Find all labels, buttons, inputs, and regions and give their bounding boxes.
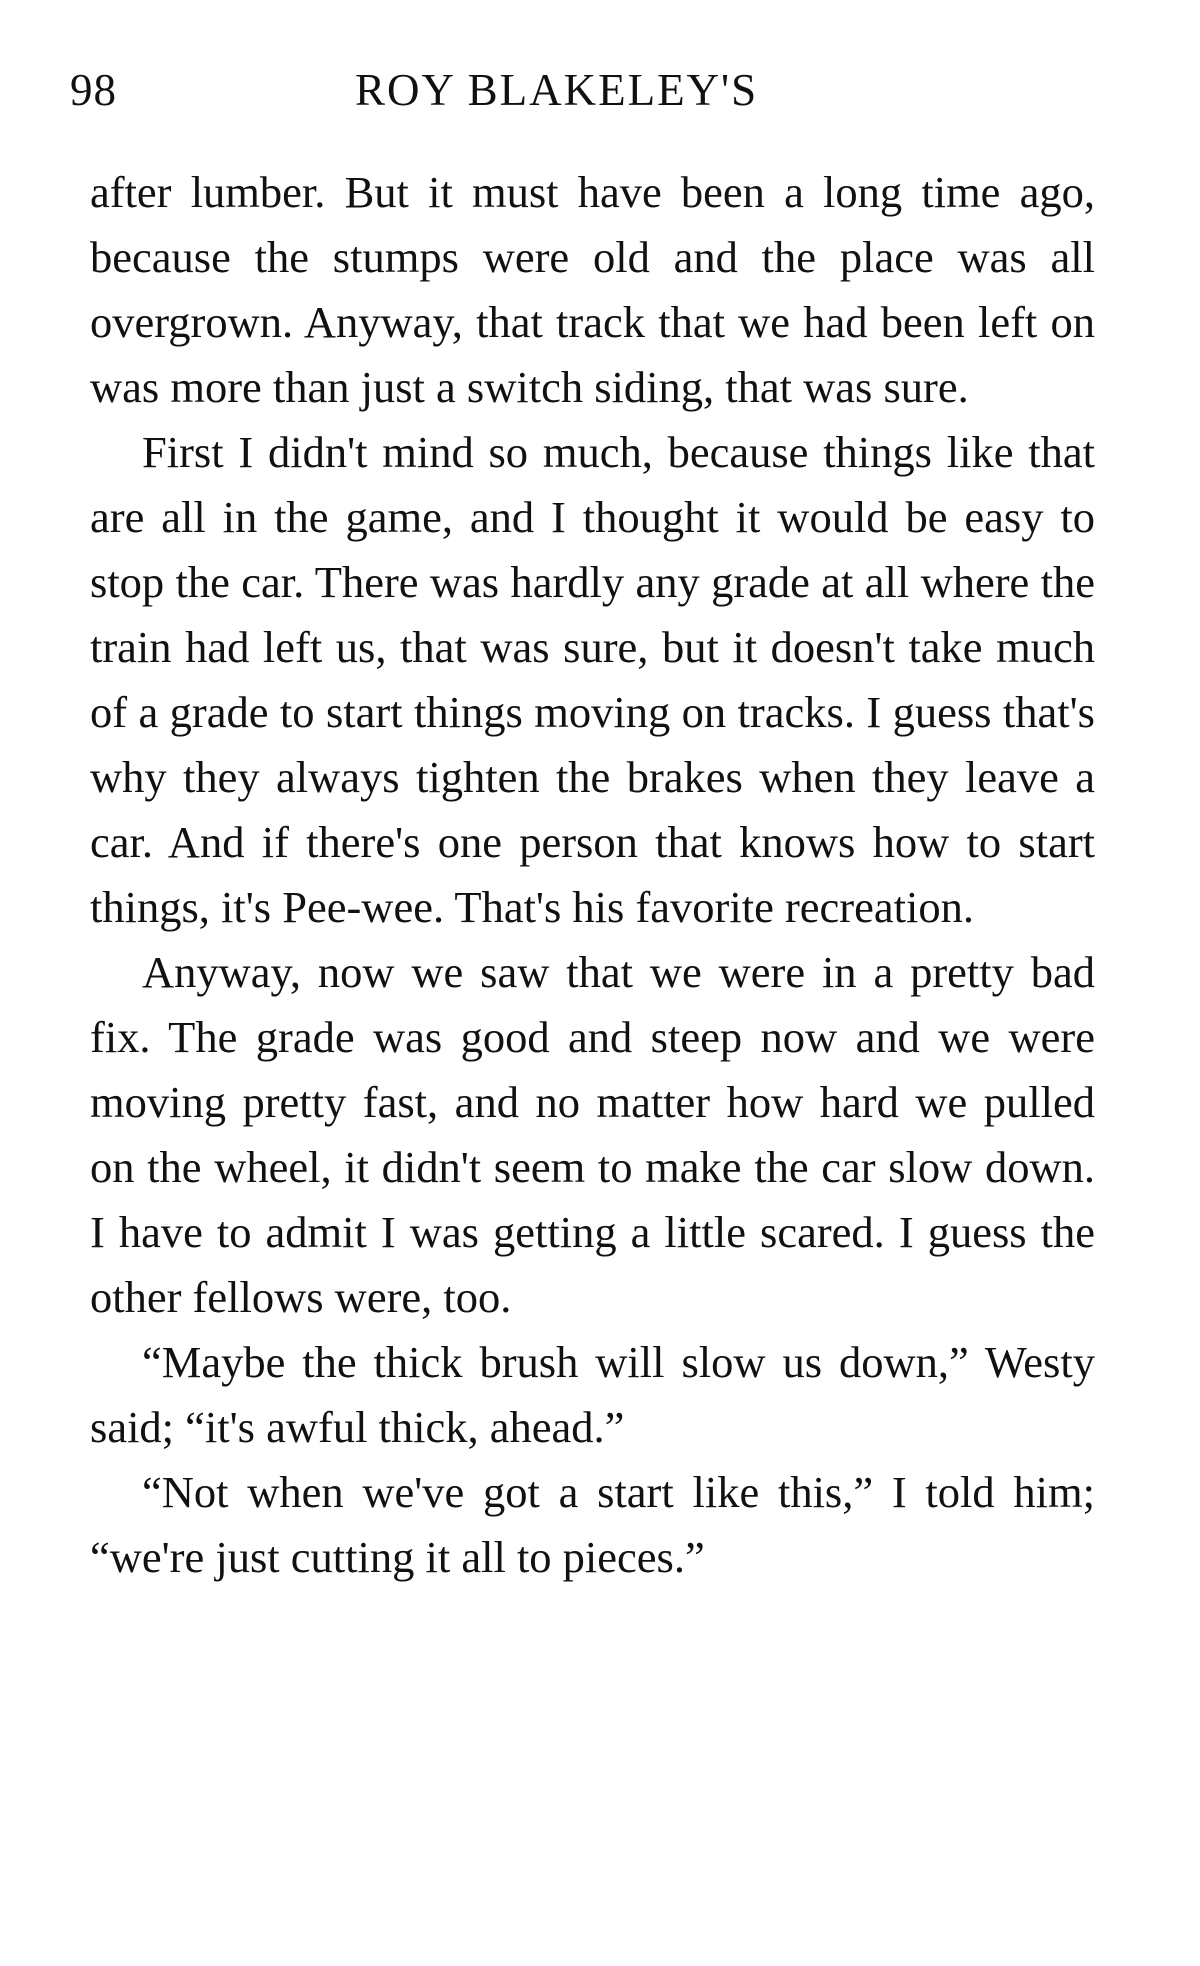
paragraph: First I didn't mind so much, because things like that are all in the game, and I thought it would be easy to stop the car. There was hardly any grade at all where the train had left us, that was sure, but it doesn't take much of a grade to start things moving on tracks. I guess that's why they always tighten the brakes when they leave a car. And if there's one person that knows how to start things, it's Pee-wee. That's his favorite recreation. bbox=[90, 427, 1095, 932]
paragraph-continued: after lumber. But it must have been a long time ago, because the stumps were old and the place was all overgrown. Anyway, that track that we had been left on was more than just a switch siding, that was sure. bbox=[90, 167, 1095, 412]
running-title: ROY BLAKELEY'S bbox=[355, 65, 759, 115]
page-number: 98 bbox=[70, 65, 117, 115]
body-text bbox=[90, 160, 1095, 1590]
paragraph: Anyway, now we saw that we were in a pretty bad fix. The grade was good and steep now and we were moving pretty fast, and no matter how hard we pulled on the wheel, it didn't seem to make the car slow down. I have to admit I was getting a little scared. I guess the other fellows were, too. bbox=[90, 947, 1095, 1322]
paragraph-dialogue: “Not when we've got a start like this,” I told him; “we're just cutting it all to pieces.” bbox=[90, 1467, 1095, 1582]
paragraph-dialogue: “Maybe the thick brush will slow us down,” Westy said; “it's awful thick, ahead.” bbox=[90, 1337, 1095, 1452]
page-header bbox=[70, 64, 1100, 124]
